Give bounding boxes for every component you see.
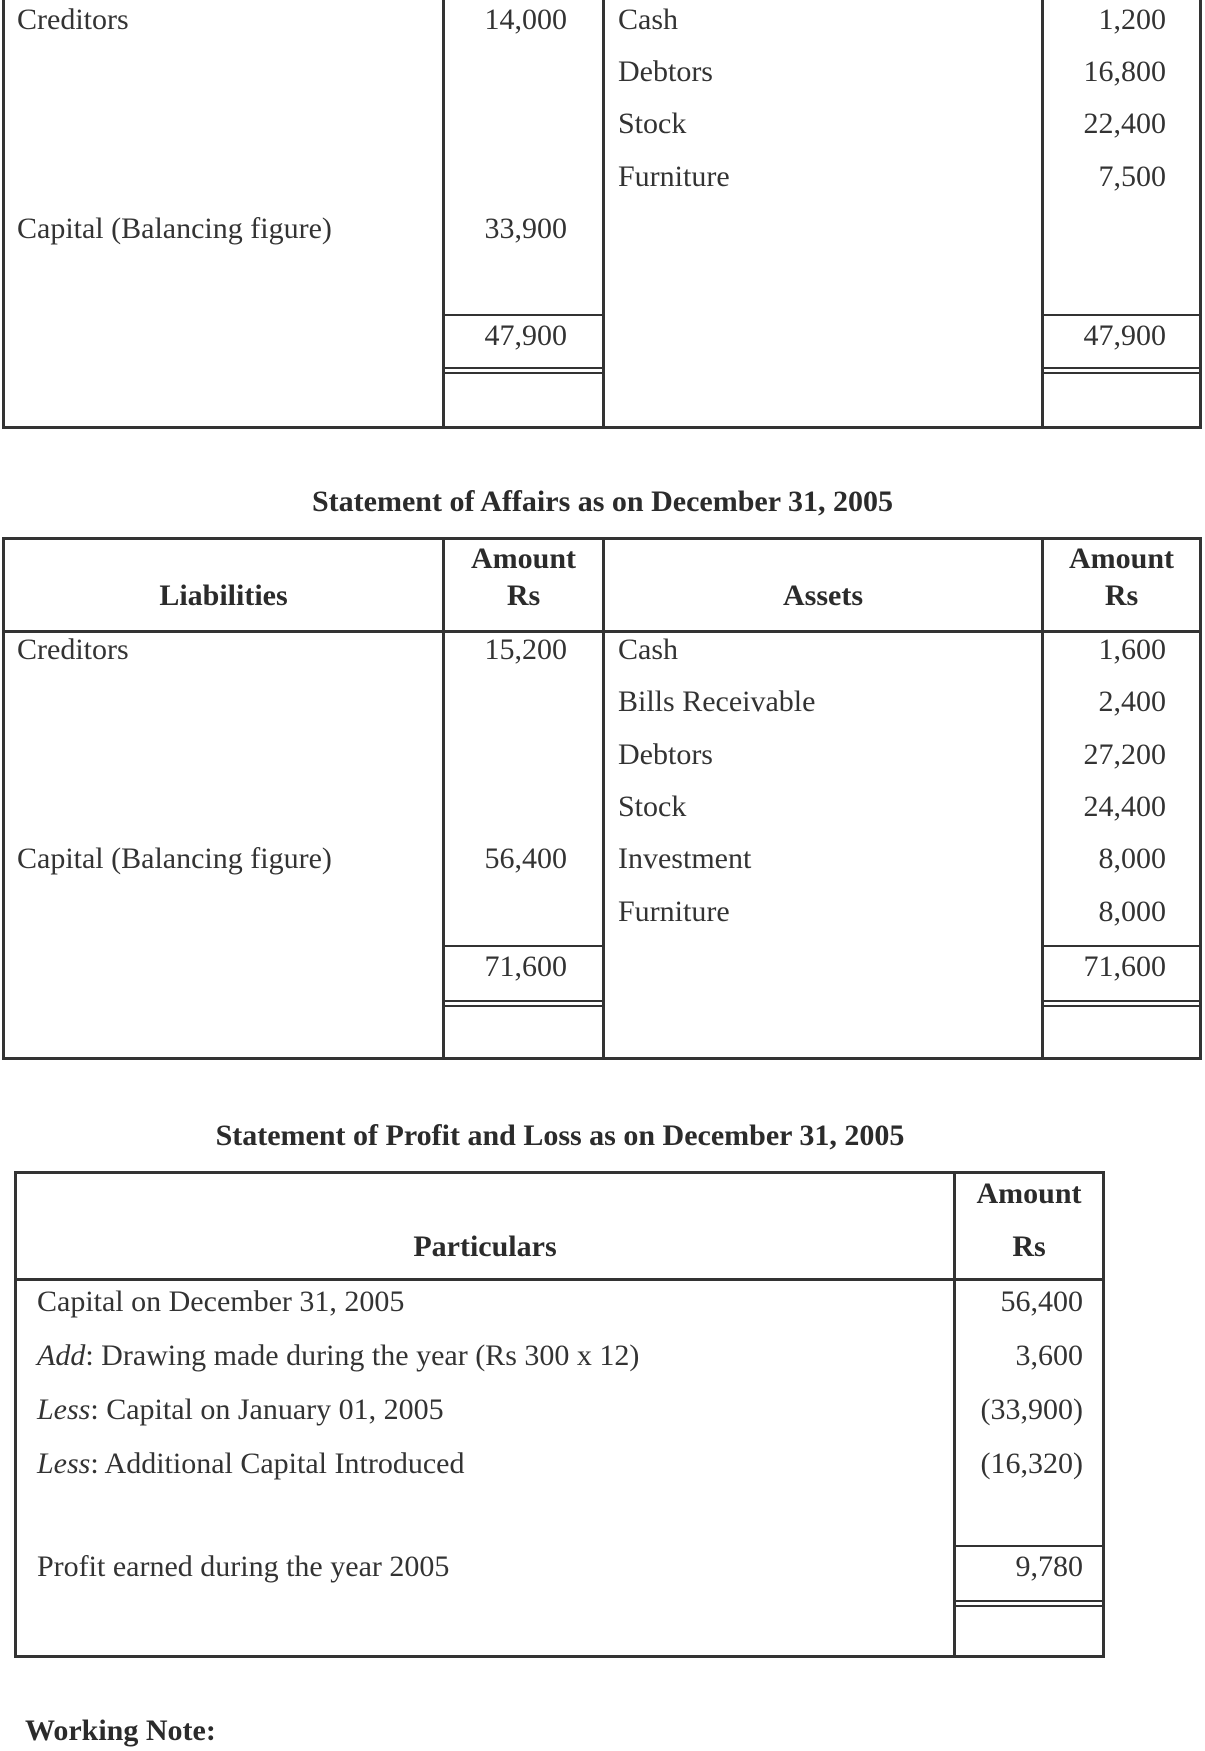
particular-amount: 56,400 [1000,1285,1083,1318]
particular-text: : Capital on January 01, 2005 [90,1393,444,1426]
liability-amount: 56,400 [484,842,567,875]
particular-prefix: Less [37,1393,91,1426]
particular-row [37,1446,464,1482]
liability-label: Creditors [17,3,129,36]
particular-row [37,1392,444,1428]
asset-amount: 16,800 [1083,55,1166,88]
liabilities-header: Liabilities [159,579,288,612]
asset-amount: 22,400 [1083,107,1166,140]
profit-loss-title: Statement of Profit and Loss as on December 31, 2005 [215,1119,905,1152]
asset-amount: 1,200 [1098,3,1166,36]
asset-amount: 1,600 [1098,633,1166,666]
liability-label: Creditors [17,633,129,666]
asset-amount: 7,500 [1098,160,1166,193]
asset-amount: 24,400 [1083,790,1166,823]
asset-label: Furniture [618,160,730,193]
particular-prefix: Add [37,1339,86,1372]
liabilities-total: 47,900 [484,319,567,352]
asset-amount: 27,200 [1083,738,1166,771]
particular-text: : Drawing made during the year (Rs 300 x 12) [85,1339,640,1372]
profit-result-amount: 9,780 [1015,1550,1083,1583]
asset-label: Debtors [618,55,713,88]
asset-label: Stock [618,107,687,140]
particular-amount: (33,900) [980,1393,1083,1426]
profit-result-label: Profit earned during the year 2005 [37,1550,450,1583]
liabilities-total: 71,600 [484,950,567,983]
particular-prefix: Less [37,1447,91,1480]
particulars-header: Particulars [413,1230,557,1263]
particular-text: Capital on December 31, 2005 [37,1285,405,1318]
working-note-heading: Working Note: [25,1714,216,1747]
asset-label: Investment [618,842,752,875]
asset-amount: 2,400 [1098,685,1166,718]
amount-header-unit: Rs [1012,1230,1046,1263]
statement-of-affairs-title: Statement of Affairs as on December 31, 2005 [311,485,893,518]
asset-label: Cash [618,3,678,36]
asset-label: Bills Receivable [618,685,816,718]
assets-total: 71,600 [1083,950,1166,983]
amount-header-unit: Rs [506,579,541,612]
particular-row [37,1338,639,1374]
asset-amount: 8,000 [1098,895,1166,928]
liability-amount: 15,200 [484,633,567,666]
particular-amount: (16,320) [980,1447,1083,1480]
particular-text: : Additional Capital Introduced [90,1447,465,1480]
amount-header: Amount [1068,542,1174,575]
liability-label: Capital (Balancing figure) [17,212,332,245]
amount-header: Amount [976,1177,1082,1210]
liability-label: Capital (Balancing figure) [17,842,332,875]
assets-header: Assets [783,579,863,612]
asset-amount: 8,000 [1098,842,1166,875]
liability-amount: 33,900 [484,212,567,245]
asset-label: Debtors [618,738,713,771]
particular-row [37,1284,404,1320]
asset-label: Cash [618,633,678,666]
amount-header-unit: Rs [1104,579,1139,612]
asset-label: Stock [618,790,687,823]
asset-label: Furniture [618,895,730,928]
amount-header: Amount [470,542,576,575]
assets-total: 47,900 [1083,319,1166,352]
liability-amount: 14,000 [484,3,567,36]
particular-amount: 3,600 [1015,1339,1083,1372]
